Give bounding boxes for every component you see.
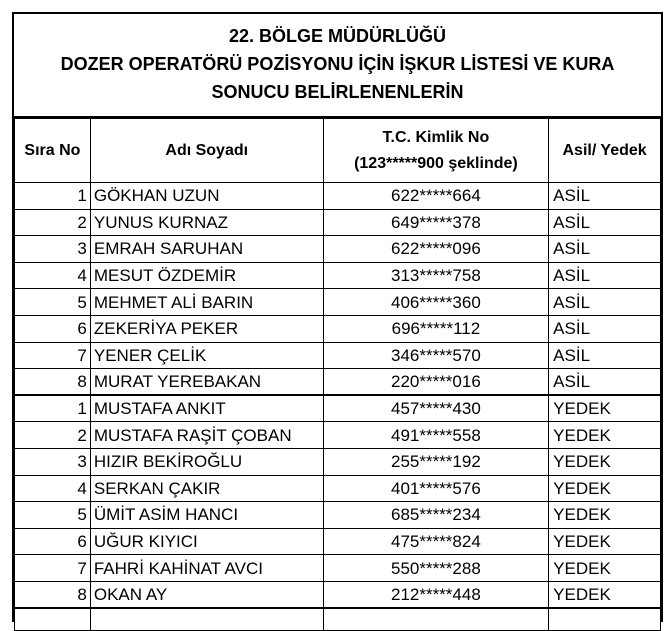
cell-tc: 491*****558: [323, 422, 549, 449]
cell-sira: 8: [15, 581, 91, 608]
cell-durum: ASİL: [549, 289, 661, 316]
cell-durum: YEDEK: [549, 422, 661, 449]
cell-tc: 685*****234: [323, 502, 549, 529]
cell-durum: ASİL: [549, 262, 661, 289]
cell-tc: 622*****664: [323, 183, 549, 210]
cell-ad: MEHMET ALİ BARIN: [90, 289, 323, 316]
cell-sira: 2: [15, 209, 91, 236]
table-row: [15, 342, 661, 369]
cell-sira: 6: [15, 528, 91, 555]
cell-durum: ASİL: [549, 315, 661, 342]
cell-ad: UĞUR KIYICI: [90, 528, 323, 555]
cell-durum: YEDEK: [549, 528, 661, 555]
cell-sira: 4: [15, 475, 91, 502]
cell-sira: 8: [15, 369, 91, 396]
cell-tc: 313*****758: [323, 262, 549, 289]
cell-durum: YEDEK: [549, 502, 661, 529]
cell-tc: 220*****016: [323, 369, 549, 396]
cell-durum: ASİL: [549, 209, 661, 236]
table-row: [15, 448, 661, 475]
cell-ad: SERKAN ÇAKIR: [90, 475, 323, 502]
header-adi-soyadi: Adı Soyadı: [90, 119, 323, 183]
cell-ad: GÖKHAN UZUN: [90, 183, 323, 210]
cell-ad: EMRAH SARUHAN: [90, 236, 323, 263]
table-row: [15, 209, 661, 236]
cell-ad: MUSTAFA RAŞİT ÇOBAN: [90, 422, 323, 449]
title-line-3: SONUCU BELİRLENENLERİN: [211, 82, 464, 102]
document-sheet: [12, 12, 663, 622]
title-line-1: 22. BÖLGE MÜDÜRLÜĞÜ: [228, 26, 446, 46]
cell-tc: 475*****824: [323, 528, 549, 555]
cell-tc: 457*****430: [323, 395, 549, 422]
cell-durum: ASİL: [549, 236, 661, 263]
cell-ad: YENER ÇELİK: [90, 342, 323, 369]
empty-cell: [15, 608, 91, 630]
cell-ad: MURAT YEREBAKAN: [90, 369, 323, 396]
cell-tc: 346*****570: [323, 342, 549, 369]
cell-ad: YUNUS KURNAZ: [90, 209, 323, 236]
cell-durum: ASİL: [549, 342, 661, 369]
cell-durum: YEDEK: [549, 475, 661, 502]
cell-durum: YEDEK: [549, 555, 661, 582]
header-tc-kimlik: [323, 119, 549, 183]
cell-tc: 550*****288: [323, 555, 549, 582]
cell-sira: 6: [15, 315, 91, 342]
cell-ad: FAHRİ KAHİNAT AVCI: [90, 555, 323, 582]
cell-ad: MESUT ÖZDEMİR: [90, 262, 323, 289]
header-row: [15, 119, 661, 183]
cell-tc: 406*****360: [323, 289, 549, 316]
empty-cell: [90, 608, 323, 630]
empty-cell: [323, 608, 549, 630]
table-row: [15, 183, 661, 210]
cell-durum: YEDEK: [549, 395, 661, 422]
results-table: [14, 118, 661, 631]
empty-cell: [549, 608, 661, 630]
cell-sira: 2: [15, 422, 91, 449]
table-row: [15, 236, 661, 263]
cell-ad: ZEKERİYA PEKER: [90, 315, 323, 342]
table-row: [15, 289, 661, 316]
cell-sira: 3: [15, 448, 91, 475]
cell-tc: 212*****448: [323, 581, 549, 608]
cell-tc: 649*****378: [323, 209, 549, 236]
cell-ad: OKAN AY: [90, 581, 323, 608]
cell-durum: YEDEK: [549, 448, 661, 475]
cell-durum: YEDEK: [549, 581, 661, 608]
document-title: [14, 14, 661, 118]
header-tc-line-1: T.C. Kimlik No: [382, 128, 490, 146]
title-line-2: DOZER OPERATÖRÜ POZİSYONU İÇİN İŞKUR LİSTESİ VE KURA: [60, 54, 615, 74]
table-row: [15, 528, 661, 555]
table-row: [15, 502, 661, 529]
cell-tc: 696*****112: [323, 315, 549, 342]
cell-ad: MUSTAFA ANKIT: [90, 395, 323, 422]
table-row: [15, 581, 661, 608]
table-row: [15, 395, 661, 422]
header-asil-yedek: Asil/ Yedek: [549, 119, 661, 183]
cell-ad: HIZIR BEKİROĞLU: [90, 448, 323, 475]
header-sira-no: Sıra No: [15, 119, 91, 183]
table-row: [15, 422, 661, 449]
table-row: [15, 555, 661, 582]
table-row: [15, 369, 661, 396]
cell-sira: 4: [15, 262, 91, 289]
cell-sira: 7: [15, 342, 91, 369]
cell-sira: 5: [15, 289, 91, 316]
cell-tc: 401*****576: [323, 475, 549, 502]
cell-tc: 622*****096: [323, 236, 549, 263]
cell-sira: 3: [15, 236, 91, 263]
cell-durum: ASİL: [549, 369, 661, 396]
table-row: [15, 475, 661, 502]
cell-sira: 1: [15, 395, 91, 422]
header-tc-line-2: (123*****900 şeklinde): [354, 154, 518, 172]
cell-tc: 255*****192: [323, 448, 549, 475]
cell-ad: ÜMİT ASİM HANCI: [90, 502, 323, 529]
cell-sira: 1: [15, 183, 91, 210]
cell-sira: 7: [15, 555, 91, 582]
table-row: [15, 315, 661, 342]
table-row: [15, 262, 661, 289]
table-body: [15, 183, 661, 631]
empty-row: [15, 608, 661, 630]
cell-durum: ASİL: [549, 183, 661, 210]
cell-sira: 5: [15, 502, 91, 529]
